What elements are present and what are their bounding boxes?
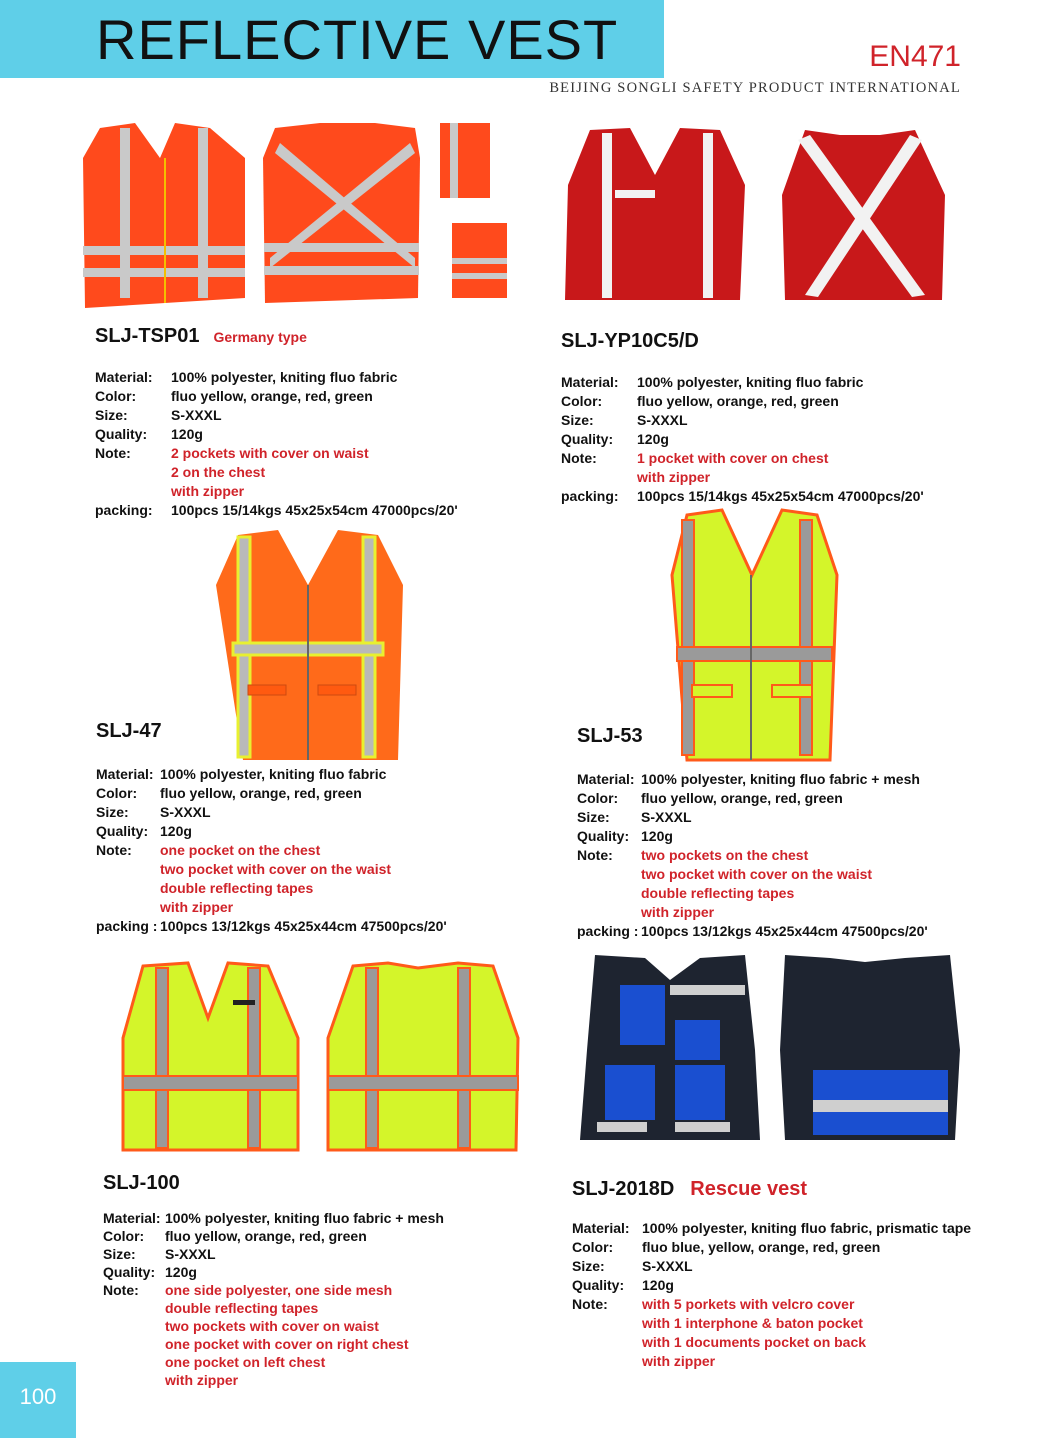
size-label: Size: <box>96 804 129 820</box>
product-code: SLJ-100 <box>103 1172 180 1194</box>
material-value: 100% polyester, kniting fluo fabric <box>160 766 387 782</box>
size-value: S-XXXL <box>641 809 692 825</box>
note-line: double reflecting tapes <box>641 885 795 901</box>
page-number-box <box>0 1362 76 1438</box>
product-slj-2018d <box>572 1178 971 1371</box>
material-value: 100% polyester, kniting fluo fabric + mesh <box>165 1210 444 1226</box>
size-value: S-XXXL <box>642 1258 693 1274</box>
page-title: REFLECTIVE VEST <box>96 8 619 71</box>
photo-slj-yp10c5d <box>560 125 960 305</box>
quality-value: 120g <box>165 1264 197 1280</box>
note-line: two pockets with cover on waist <box>165 1318 379 1334</box>
product-code: SLJ-47 <box>96 720 162 742</box>
note-line: one pocket on the chest <box>160 842 321 858</box>
size-value: S-XXXL <box>637 412 688 428</box>
note-label: Note: <box>577 847 613 863</box>
note-line: two pocket with cover on the waist <box>641 866 873 882</box>
packing-label: packing : <box>96 918 158 934</box>
product-slj-53 <box>577 725 928 941</box>
quality-label: Quality: <box>96 823 149 839</box>
note-line: with zipper <box>641 904 715 920</box>
photo-slj-2018d <box>575 950 975 1160</box>
product-code: SLJ-2018D <box>572 1178 675 1200</box>
quality-value: 120g <box>641 828 673 844</box>
note-label: Note: <box>572 1296 608 1312</box>
page-number: 100 <box>19 1384 57 1409</box>
material-label: Material: <box>577 771 635 787</box>
quality-label: Quality: <box>561 431 614 447</box>
note-label: Note: <box>561 450 597 466</box>
color-label: Color: <box>103 1228 145 1244</box>
note-line: with zipper <box>160 899 234 915</box>
note-line: two pocket with cover on the waist <box>160 861 392 877</box>
product-code-line <box>572 1178 971 1201</box>
packing-value: 100pcs 15/14kgs 45x25x54cm 47000pcs/20' <box>637 488 924 504</box>
quality-label: Quality: <box>572 1277 625 1293</box>
color-value: fluo yellow, orange, red, green <box>160 785 362 801</box>
color-value: fluo blue, yellow, orange, red, green <box>642 1239 881 1255</box>
size-label: Size: <box>95 407 128 423</box>
product-slj-tsp01 <box>95 325 458 520</box>
note-line: one side polyester, one side mesh <box>165 1282 393 1298</box>
note-label: Note: <box>96 842 132 858</box>
color-value: fluo yellow, orange, red, green <box>637 393 839 409</box>
packing-label: packing: <box>561 488 619 504</box>
quality-value: 120g <box>160 823 192 839</box>
photo-slj-100 <box>118 958 528 1158</box>
product-code: SLJ-53 <box>577 725 643 747</box>
material-value: 100% polyester, kniting fluo fabric <box>171 369 398 385</box>
quality-label: Quality: <box>103 1264 156 1280</box>
product-code-line <box>103 1172 444 1195</box>
note-line: 2 on the chest <box>171 464 266 480</box>
note-label: Note: <box>95 445 131 461</box>
note-line: double reflecting tapes <box>160 880 314 896</box>
product-slj-yp10c5d <box>561 330 924 506</box>
size-label: Size: <box>577 809 610 825</box>
note-line: with 1 interphone & baton pocket <box>642 1315 863 1331</box>
material-label: Material: <box>561 374 619 390</box>
color-label: Color: <box>577 790 619 806</box>
material-label: Material: <box>95 369 153 385</box>
size-value: S-XXXL <box>160 804 211 820</box>
color-label: Color: <box>572 1239 614 1255</box>
product-code-line <box>95 325 458 348</box>
quality-value: 120g <box>171 426 203 442</box>
material-label: Material: <box>103 1210 161 1226</box>
quality-label: Quality: <box>577 828 630 844</box>
note-line: double reflecting tapes <box>165 1300 319 1316</box>
size-value: S-XXXL <box>171 407 222 423</box>
note-label: Note: <box>103 1282 139 1298</box>
size-value: S-XXXL <box>165 1246 216 1262</box>
material-label: Material: <box>96 766 154 782</box>
size-label: Size: <box>561 412 594 428</box>
color-label: Color: <box>95 388 137 404</box>
product-code-line <box>577 725 928 748</box>
size-label: Size: <box>103 1246 136 1262</box>
quality-value: 120g <box>637 431 669 447</box>
note-line: one pocket on left chest <box>165 1354 326 1370</box>
product-code-line <box>96 720 447 743</box>
product-code: SLJ-TSP01 <box>95 325 200 347</box>
quality-value: 120g <box>642 1277 674 1293</box>
product-slj-47 <box>96 720 447 936</box>
product-code: SLJ-YP10C5/D <box>561 330 699 352</box>
material-value: 100% polyester, kniting fluo fabric <box>637 374 864 390</box>
material-label: Material: <box>572 1220 630 1236</box>
material-value: 100% polyester, kniting fluo fabric + mesh <box>641 771 920 787</box>
product-code-line <box>561 330 924 353</box>
color-label: Color: <box>96 785 138 801</box>
note-line: with zipper <box>642 1353 716 1369</box>
color-value: fluo yellow, orange, red, green <box>165 1228 367 1244</box>
product-subtitle: Germany type <box>213 329 307 345</box>
note-line: one pocket with cover on right chest <box>165 1336 409 1352</box>
packing-value: 100pcs 13/12kgs 45x25x44cm 47500pcs/20' <box>160 918 447 934</box>
size-label: Size: <box>572 1258 605 1274</box>
packing-label: packing : <box>577 923 639 939</box>
color-value: fluo yellow, orange, red, green <box>171 388 373 404</box>
note-line: with 5 porkets with velcro cover <box>642 1296 855 1312</box>
material-value: 100% polyester, kniting fluo fabric, prismatic tape <box>642 1220 972 1236</box>
color-label: Color: <box>561 393 603 409</box>
company-name: BEIJING SONGLI SAFETY PRODUCT INTERNATIONAL <box>549 80 961 96</box>
quality-label: Quality: <box>95 426 148 442</box>
note-line: 2 pockets with cover on waist <box>171 445 369 461</box>
note-line: with zipper <box>171 483 245 499</box>
product-subtitle: Rescue vest <box>690 1178 808 1200</box>
photo-slj-tsp01 <box>80 118 520 318</box>
note-line: with zipper <box>637 469 711 485</box>
color-value: fluo yellow, orange, red, green <box>641 790 843 806</box>
note-line: with 1 documents pocket on back <box>642 1334 867 1350</box>
note-line: two pockets on the chest <box>641 847 809 863</box>
note-line: with zipper <box>165 1372 239 1388</box>
packing-value: 100pcs 15/14kgs 45x25x54cm 47000pcs/20' <box>171 502 458 518</box>
packing-value: 100pcs 13/12kgs 45x25x44cm 47500pcs/20' <box>641 923 928 939</box>
product-slj-100 <box>103 1172 444 1389</box>
note-line: 1 pocket with cover on chest <box>637 450 829 466</box>
standard-label: EN471 <box>869 40 961 73</box>
packing-label: packing: <box>95 502 153 518</box>
